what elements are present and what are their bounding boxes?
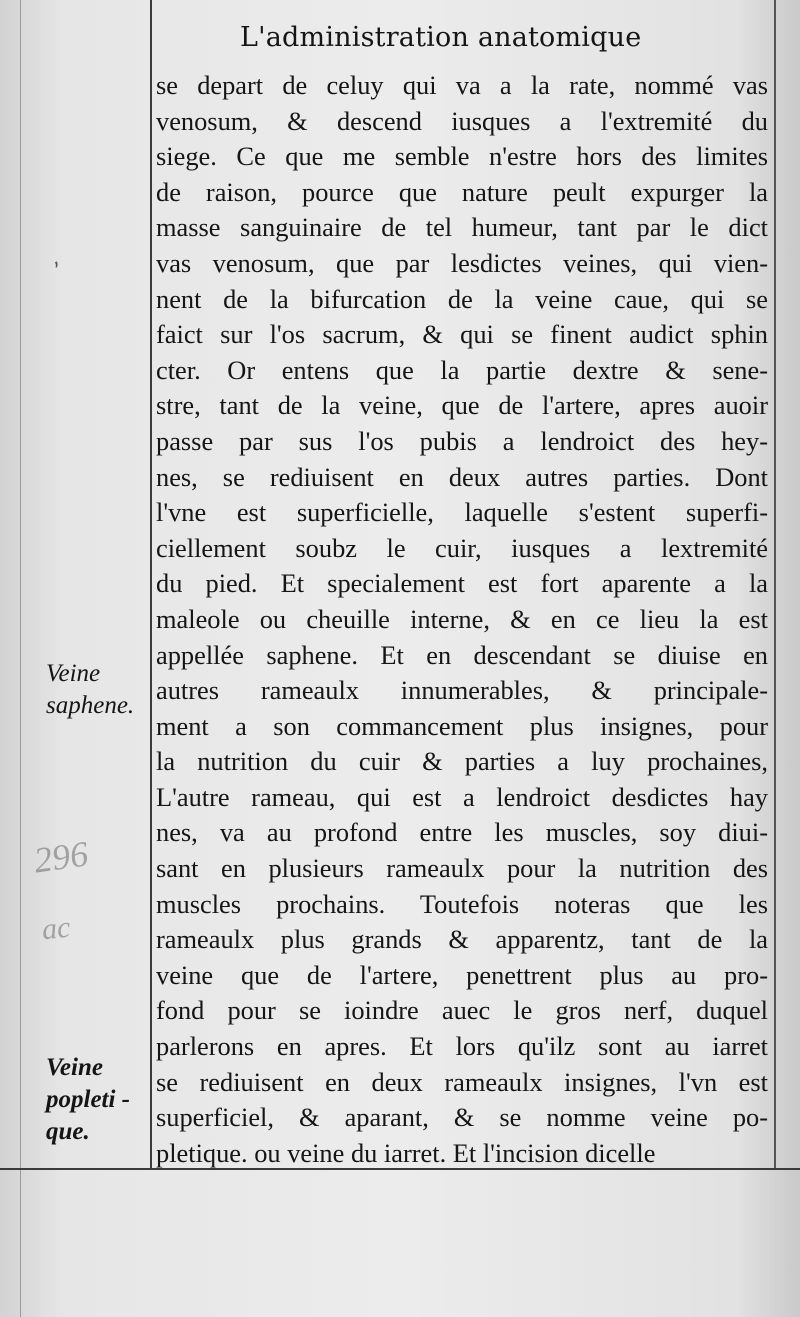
text-line: masse sanguinaire de tel humeur, tant par le dict: [156, 212, 768, 243]
text-line: stre, tant de la veine, que de l'artere, apres auoir: [156, 390, 768, 421]
text-line: sant en plusieurs rameaulx pour la nutrition des: [156, 853, 768, 884]
text-line: superficiel, & aparant, & se nomme veine po-: [156, 1102, 768, 1133]
text-line: venosum, & descend iusques a l'extremité du: [156, 105, 768, 136]
text-line: se depart de celuy qui va a la rate, nommé vas: [156, 70, 768, 100]
text-line: autres rameaulx innumerables, & principale-: [156, 675, 768, 706]
margin-column-rule: [150, 0, 152, 1170]
text-line: se rediuisent en deux rameaulx insignes, l'vn est: [156, 1066, 768, 1097]
margin-tick-mark: ,: [44, 245, 63, 272]
handwritten-folio-number: 296: [31, 833, 91, 881]
margin-note-saphene: [46, 658, 156, 722]
text-line: muscles prochains. Toutefois noteras que les: [156, 888, 768, 919]
text-line: l'vne est superficielle, laquelle s'estent superfi-: [156, 497, 768, 528]
margin-note-poplitique: [46, 1052, 156, 1148]
text-line: passe par sus l'os pubis a lendroict des hey-: [156, 425, 768, 456]
text-line: ment a son commancement plus insignes, pour: [156, 710, 768, 741]
margin-note-line: Veine: [46, 660, 101, 687]
text-line: ciellement soubz le cuir, iusques a lextremité: [156, 532, 768, 563]
text-line: maleole ou cheuille interne, & en ce lieu la est: [156, 603, 768, 634]
text-line: pletique. ou veine du iarret. Et l'incision dicelle: [156, 1137, 656, 1168]
text-line: nes, va au profond entre les muscles, soy diui-: [156, 817, 768, 848]
text-line: de raison, pource que nature peult expurger la: [156, 176, 768, 207]
margin-note-line: popleti -: [46, 1086, 131, 1113]
margin-note-line: que.: [46, 1118, 90, 1145]
text-line: du pied. Et specialement est fort aparente a la: [156, 568, 768, 599]
main-text-block: [156, 68, 768, 1171]
text-line: cter. Or entens que la partie dextre & sene-: [156, 354, 768, 385]
handwritten-scrawl: ac: [40, 910, 72, 947]
text-line: vas venosum, que par lesdictes veines, qui vien-: [156, 247, 768, 278]
text-line: siege. Ce que me semble n'estre hors des limites: [156, 141, 768, 172]
margin-note-line: Veine: [46, 1054, 103, 1081]
text-line: veine que de l'artere, penettrent plus au pro-: [156, 959, 768, 990]
text-line: appellée saphene. Et en descendant se diuise en: [156, 639, 768, 670]
text-line: L'autre rameau, qui est a lendroict desdictes hay: [156, 781, 768, 812]
text-line: la nutrition du cuir & parties a luy prochaines,: [156, 746, 768, 777]
text-line: nes, se rediuisent en deux autres parties. Dont: [156, 461, 768, 492]
text-line: rameaulx plus grands & apparentz, tant de la: [156, 924, 768, 955]
text-line: parlerons en apres. Et lors qu'ilz sont au iarret: [156, 1031, 768, 1062]
right-margin-rule: [774, 0, 776, 1170]
text-line: fond pour se ioindre auec le gros nerf, duquel: [156, 995, 768, 1026]
margin-note-line: saphene.: [46, 692, 135, 719]
text-line: faict sur l'os sacrum, & qui se finent audict sphin: [156, 319, 768, 350]
running-header: L'administration anatomique: [240, 22, 642, 53]
text-line: nent de la bifurcation de la veine caue, qui se: [156, 283, 768, 314]
outer-margin-rule: [20, 0, 21, 1317]
